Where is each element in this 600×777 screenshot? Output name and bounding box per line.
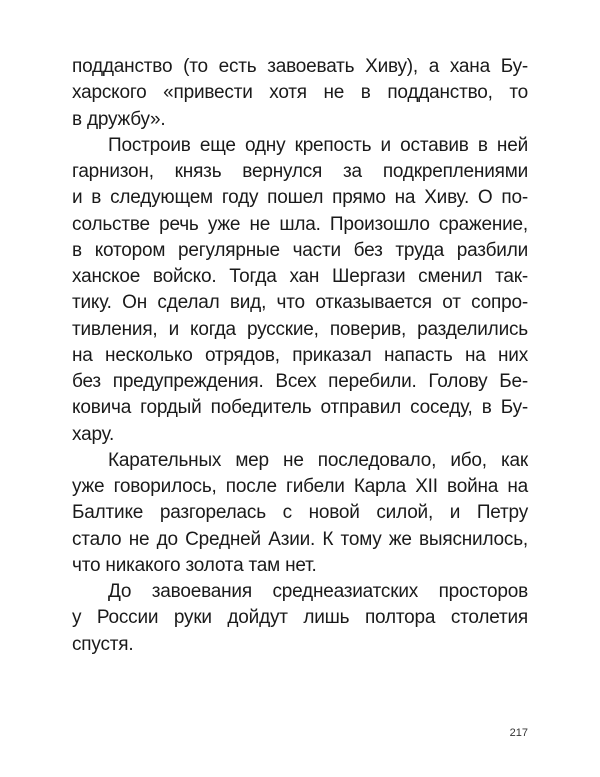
text-line: Карательных мер не последовало, ибо, как	[108, 449, 528, 471]
text-line: и в следующем году пошел прямо на Хиву. О по-	[72, 187, 528, 209]
text-line: Построив еще одну крепость и оставив в ней	[108, 134, 528, 156]
text-line: ханское войско. Тогда хан Шергази сменил так-	[72, 266, 528, 287]
paragraph	[72, 133, 528, 448]
text-line: хару.	[72, 423, 115, 445]
text-line: в дружбу».	[72, 108, 166, 130]
text-line: подданство (то есть завоевать Хиву), а хана Бу-	[72, 56, 528, 77]
text-line: сольстве речь уже не шла. Произошло сражение,	[72, 213, 528, 235]
text-line: уже говорилось, после гибели Карла XII война на	[72, 476, 528, 497]
text-line: в котором регулярные части без труда разбили	[72, 239, 528, 261]
text-line: что никакого золота там нет.	[72, 554, 317, 576]
text-line: у России руки дойдут лишь полтора столетия	[72, 607, 528, 629]
paragraph	[72, 579, 528, 658]
paragraph	[72, 448, 528, 579]
page-number: 217	[509, 727, 528, 739]
text-line: на несколько отрядов, приказал напасть на них	[72, 344, 528, 366]
text-line: Балтике разгорелась с новой силой, и Петру	[72, 502, 528, 524]
text-line: стало не до Средней Азии. К тому же выяснилось,	[72, 528, 528, 550]
text-line: спустя.	[72, 633, 134, 655]
text-line: харского «привести хотя не в подданство, то	[72, 82, 528, 104]
text-line: без предупреждения. Всех перебили. Голову Бе-	[72, 371, 528, 392]
text-line: До завоевания среднеазиатских просторов	[108, 581, 528, 602]
text-line: ковича гордый победитель отправил соседу, в Бу-	[72, 397, 528, 419]
text-line: гарнизон, князь вернулся за подкреплениями	[72, 161, 528, 182]
paragraph	[72, 54, 528, 133]
page-body-text	[72, 54, 528, 658]
text-line: тику. Он сделал вид, что отказывается от сопро-	[72, 292, 528, 314]
text-line: тивления, и когда русские, поверив, разделились	[72, 318, 528, 340]
